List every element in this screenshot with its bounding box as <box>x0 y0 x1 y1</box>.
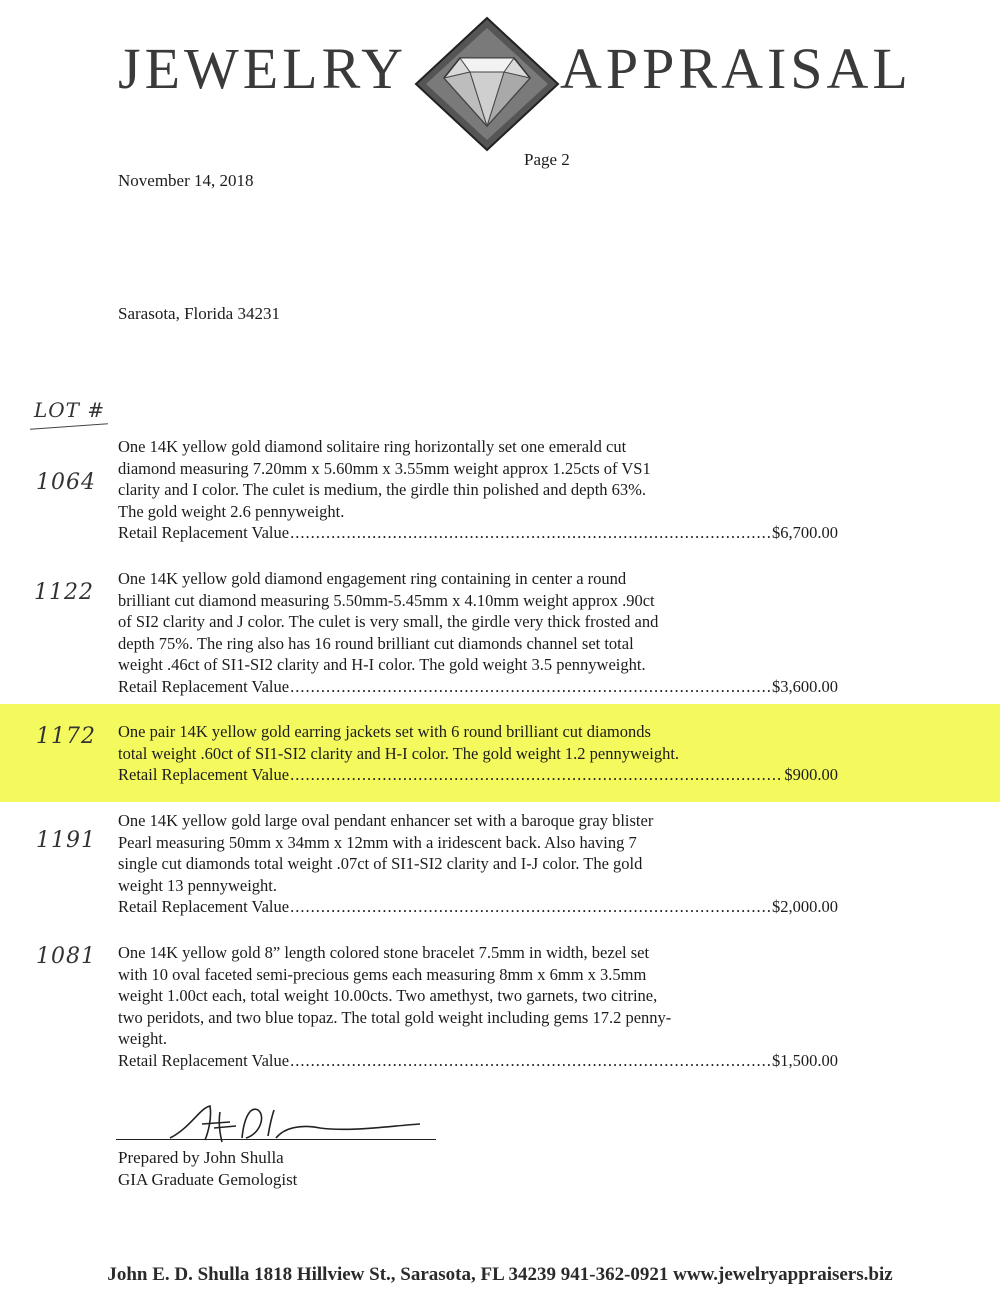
prepared-by: Prepared by John Shulla <box>118 1148 284 1167</box>
leader-dots <box>290 1050 771 1072</box>
title-right: APPRAISAL <box>560 36 912 101</box>
item-description: One 14K yellow gold 8” length colored stone bracelet 7.5mm in width, bezel set with 10 oval faceted semi-precious gems each measuring 8mm x 6mm x 3.5mm weight 1.00ct each, total weight 10.00cts. Two amethyst, two garnets, two citrine, two peridots, and two blue topaz. The total gold weight including gems 17.2 penny- weight. <box>118 943 672 1048</box>
value-amount: $1,500.00 <box>772 1050 838 1070</box>
title-left: JEWELRY <box>118 36 407 101</box>
lot-number: 1081 <box>36 944 96 969</box>
value-amount: $2,000.00 <box>772 897 838 916</box>
diamond-logo-icon <box>412 14 562 154</box>
signature-line <box>116 1139 436 1140</box>
value-row <box>118 764 838 786</box>
item-description: One pair 14K yellow gold earring jackets set with 6 round brilliant cut diamonds total weight .60ct of SI1-SI2 clarity and H-I color. The gold weight 1.2 pennyweight. <box>118 722 680 763</box>
leader-dots <box>290 676 771 698</box>
item-description: One 14K yellow gold diamond engagement ring containing in center a round brilliant cut diamond measuring 5.50mm-5.45mm x 4.10mm weight approx .90ct of SI2 clarity and J color. The culet is very small, the girdle very thick frosted and depth 75%. The ring also has 16 round brilliant cut diamonds channel set total weight .46ct of SI1-SI2 clarity and H-I color. The gold weight 3.5 pennyweight. <box>118 569 659 674</box>
leader-dots <box>290 896 771 918</box>
value-label: Retail Replacement Value <box>118 676 290 696</box>
lot-number: 1064 <box>36 470 96 495</box>
appraisal-item <box>118 568 838 697</box>
value-row <box>118 896 838 918</box>
item-description: One 14K yellow gold diamond solitaire ring horizontally set one emerald cut diamond measuring 7.20mm x 5.60mm x 3.55mm weight approx 1.25cts of VS1 clarity and I color. The culet is medium, the girdle thin polished and depth 63%. The gold weight 2.6 pennyweight. <box>118 437 651 521</box>
value-row <box>118 676 838 698</box>
lot-heading: LOT # <box>34 398 106 422</box>
value-row <box>118 522 838 544</box>
lot-number: 1172 <box>36 724 96 749</box>
leader-dots <box>290 764 783 786</box>
value-label: Retail Replacement Value <box>118 1050 290 1070</box>
appraisal-item <box>118 436 838 544</box>
value-amount: $3,600.00 <box>772 676 838 696</box>
item-description: One 14K yellow gold large oval pendant enhancer set with a baroque gray blister Pearl measuring 50mm x 34mm x 12mm with a iridescent back. Also having 7 single cut diamonds total weight .07ct of SI1-SI2 clarity and I-J color. The gold weight 13 pennyweight. <box>118 811 654 895</box>
footer-contact: John E. D. Shulla 1818 Hillview St., Sarasota, FL 34239 941-362-0921 www.jewelryappraisers.biz <box>107 1264 893 1285</box>
lot-number: 1122 <box>34 580 94 605</box>
value-label: Retail Replacement Value <box>118 765 290 784</box>
appraisal-item <box>118 810 838 918</box>
lot-number: 1191 <box>36 828 96 853</box>
appraisal-item <box>118 721 838 786</box>
appraiser-title: GIA Graduate Gemologist <box>118 1170 298 1189</box>
value-row <box>118 1050 838 1072</box>
appraisal-item <box>118 942 838 1071</box>
value-amount: $900.00 <box>784 765 838 784</box>
leader-dots <box>290 522 771 544</box>
location: Sarasota, Florida 34231 <box>118 304 280 323</box>
value-amount: $6,700.00 <box>772 523 838 542</box>
appraisal-date: November 14, 2018 <box>118 171 254 190</box>
value-label: Retail Replacement Value <box>118 523 290 542</box>
lot-heading-underline <box>30 423 108 429</box>
page-number: Page 2 <box>524 150 570 169</box>
value-label: Retail Replacement Value <box>118 897 290 916</box>
